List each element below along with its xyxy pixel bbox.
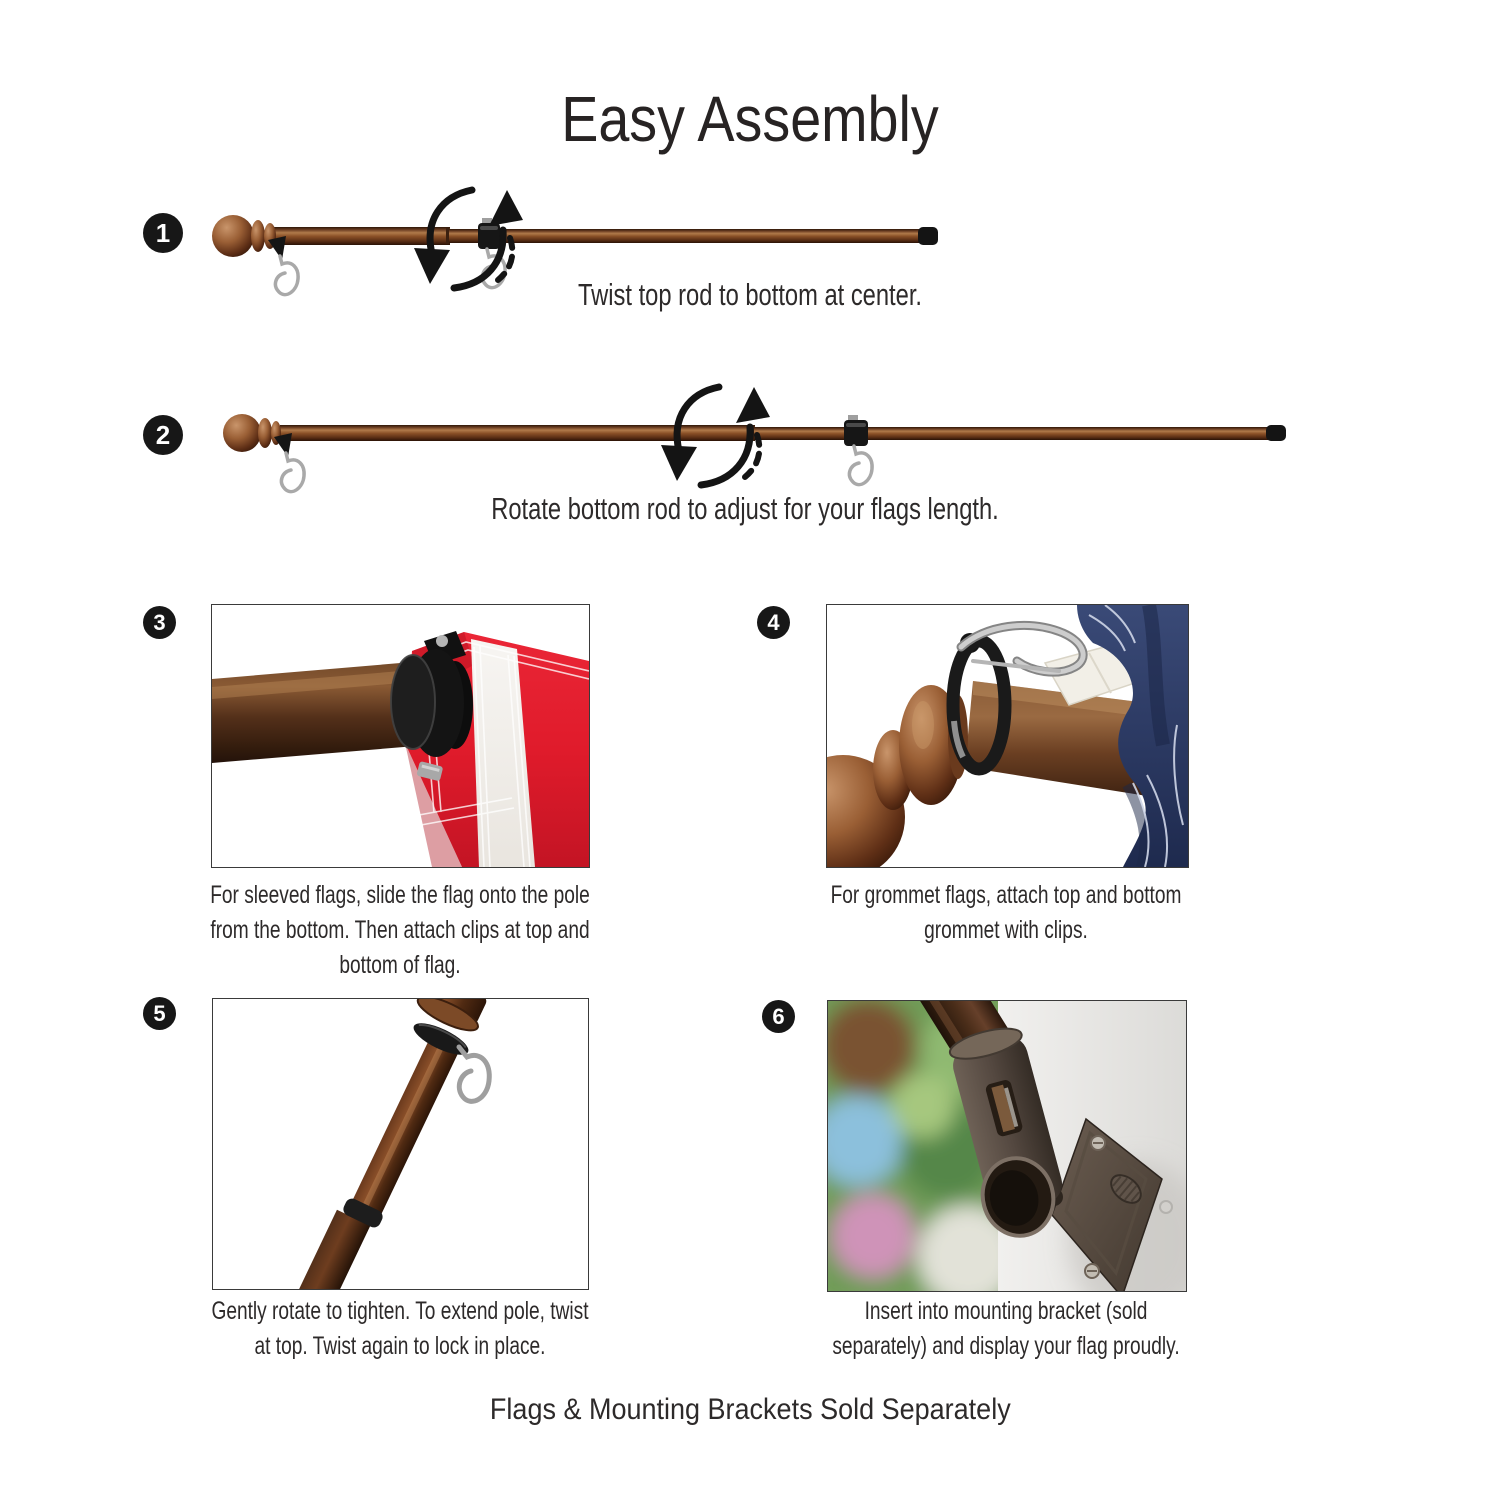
caption-line: at top. Twist again to lock in place. xyxy=(254,1332,546,1360)
step-4-number: 4 xyxy=(767,609,780,635)
caption-line: For grommet flags, attach top and bottom xyxy=(830,881,1182,909)
clip-icon xyxy=(281,453,304,492)
pole-thin-tube xyxy=(448,229,922,243)
caption-line: Gently rotate to tighten. To extend pole, twist xyxy=(211,1297,589,1325)
step-2-caption xyxy=(413,490,1076,528)
pole-thin-tube xyxy=(753,427,1268,440)
step-3-caption xyxy=(152,878,648,983)
collar-highlight xyxy=(480,226,498,230)
footer-note xyxy=(0,1392,1500,1428)
pole-seam xyxy=(446,228,449,244)
clip-mount xyxy=(274,433,292,457)
step-4-caption xyxy=(777,878,1236,948)
caption-line: Insert into mounting bracket (sold xyxy=(864,1297,1148,1325)
pole-end-cap xyxy=(918,227,938,245)
step-1-badge xyxy=(143,213,183,253)
pole-thick-tube xyxy=(280,425,755,441)
clip-icon xyxy=(849,446,872,485)
step-2-number: 2 xyxy=(155,419,171,450)
caption-line: separately) and display your flag proudly. xyxy=(832,1332,1180,1360)
step-6-number: 6 xyxy=(772,1003,785,1029)
pole-thick-tube xyxy=(272,227,450,245)
photo-step3-sleeved-flag xyxy=(211,604,590,868)
page-title xyxy=(0,84,1500,154)
finial-disc xyxy=(258,418,272,448)
sleeved-flag-illustration xyxy=(212,605,589,867)
photo-step4-grommet-flag xyxy=(826,604,1189,868)
wall-anchor xyxy=(1160,1201,1172,1213)
grommet-flag-illustration xyxy=(827,605,1188,867)
step-3-number: 3 xyxy=(153,609,166,635)
ball-finial xyxy=(212,215,254,257)
caption-line: For sleeved flags, slide the flag onto the pole xyxy=(210,881,590,909)
pole-end-cap xyxy=(1266,425,1286,441)
clip-pin xyxy=(436,635,448,647)
caption-line: Rotate bottom rod to adjust for your flags length. xyxy=(491,491,999,526)
tighten-pole-illustration xyxy=(213,999,588,1289)
step-6-caption xyxy=(779,1294,1233,1364)
step-3-badge xyxy=(143,606,176,639)
caption-line: Twist top rod to bottom at center. xyxy=(577,277,923,312)
step-5-caption xyxy=(154,1294,647,1364)
clip-icon xyxy=(275,256,298,295)
photo-step5-tighten-pole xyxy=(212,998,589,1290)
photo-step6-mounting-bracket xyxy=(827,1000,1187,1292)
page-title-text: Easy Assembly xyxy=(561,83,939,155)
caption-line: grommet with clips. xyxy=(924,916,1088,944)
caption-line: bottom of flag. xyxy=(339,951,461,979)
footer-note-text: Flags & Mounting Brackets Sold Separately xyxy=(489,1393,1011,1426)
step-4-badge xyxy=(757,606,790,639)
collar-highlight xyxy=(846,423,866,427)
step-1-number: 1 xyxy=(155,217,171,248)
finial-glint xyxy=(912,701,934,749)
ball-finial xyxy=(223,414,261,452)
caption-line: from the bottom. Then attach clips at top and xyxy=(210,916,590,944)
mounting-bracket-illustration xyxy=(828,1001,1186,1291)
step-5-badge xyxy=(143,997,176,1030)
step-5-number: 5 xyxy=(153,1000,166,1026)
finial-disc xyxy=(251,220,265,252)
step-1-caption xyxy=(525,276,975,314)
step-2-badge xyxy=(143,415,183,455)
step-6-badge xyxy=(762,1000,795,1033)
